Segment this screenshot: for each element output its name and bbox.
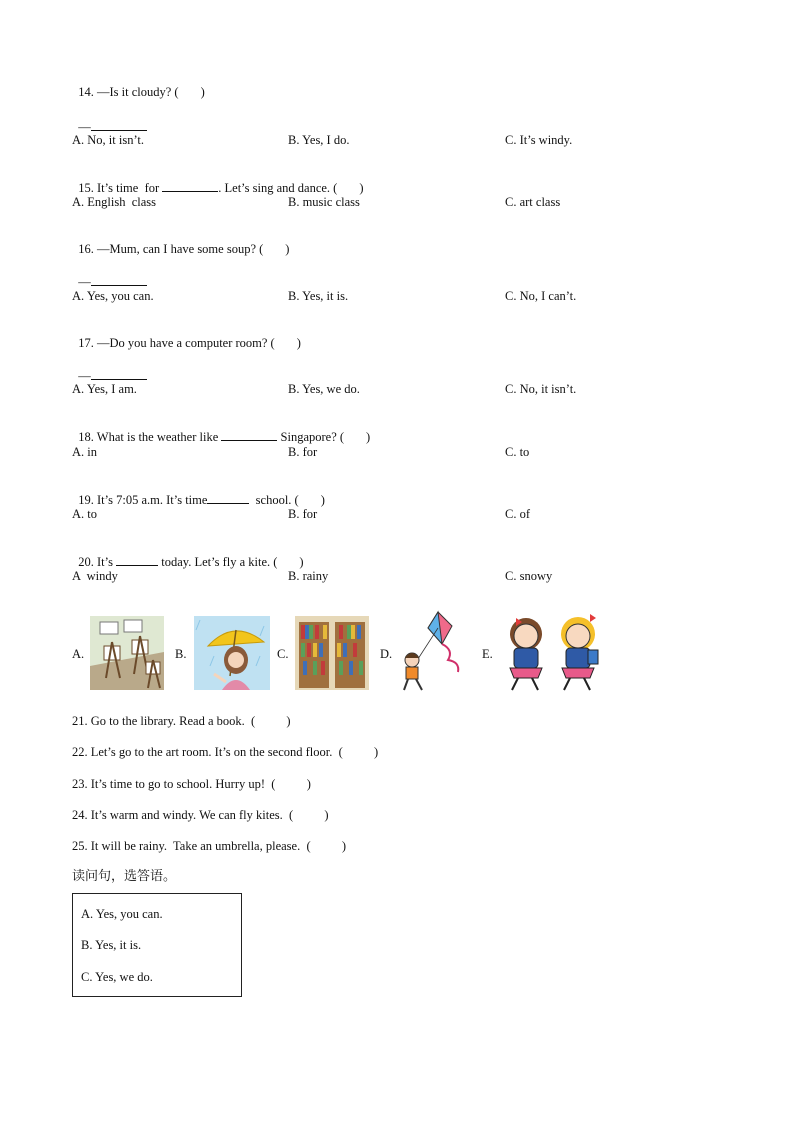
option-15-a: A. English class bbox=[72, 195, 157, 209]
option-19-c: C. of bbox=[505, 507, 530, 521]
option-20-c: C. snowy bbox=[505, 569, 553, 583]
section-title: 读问句，选答语。 bbox=[72, 869, 177, 884]
question-16: 16. —Mum, can I have some soup? ( ) bbox=[78, 242, 290, 256]
option-14-c: C. It’s windy. bbox=[505, 133, 573, 147]
picture-label-a: A. bbox=[72, 647, 85, 661]
answer-choice-c: C. Yes, we do. bbox=[81, 970, 153, 984]
picture-label-d: D. bbox=[380, 647, 393, 661]
answer-choice-a: A. Yes, you can. bbox=[81, 907, 163, 921]
fill-blank[interactable] bbox=[221, 428, 277, 441]
option-15-c: C. art class bbox=[505, 195, 561, 209]
picture-label-c: C. bbox=[277, 647, 289, 661]
option-14-a: A. No, it isn’t. bbox=[72, 133, 144, 147]
option-16-c: C. No, I can’t. bbox=[505, 289, 577, 303]
option-16-b: B. Yes, it is. bbox=[288, 289, 349, 303]
question-15: 15. It’s time for . Let’s sing and dance. ( ) bbox=[78, 181, 364, 195]
match-item-22: 22. Let’s go to the art room. It’s on the second floor. ( ) bbox=[72, 745, 379, 759]
fill-blank[interactable] bbox=[207, 491, 249, 504]
girl-yellow-umbrella-rain-picture bbox=[194, 616, 270, 690]
fill-blank[interactable] bbox=[116, 553, 158, 566]
option-20-b: B. rainy bbox=[288, 569, 329, 583]
option-18-c: C. to bbox=[505, 445, 530, 459]
option-18-b: B. for bbox=[288, 445, 318, 459]
answer-line-17[interactable]: — bbox=[72, 351, 147, 384]
option-17-a: A. Yes, I am. bbox=[72, 382, 137, 396]
option-14-b: B. Yes, I do. bbox=[288, 133, 350, 147]
option-20-a: A windy bbox=[72, 569, 118, 583]
option-17-c: C. No, it isn’t. bbox=[505, 382, 577, 396]
question-14: 14. —Is it cloudy? ( ) bbox=[78, 85, 205, 99]
fill-blank[interactable] bbox=[162, 179, 218, 192]
match-item-23: 23. It’s time to go to school. Hurry up! ( ) bbox=[72, 777, 311, 791]
question-18: 18. What is the weather like Singapore? ( ) bbox=[78, 430, 371, 444]
picture-label-b: B. bbox=[175, 647, 187, 661]
question-17: 17. —Do you have a computer room? ( ) bbox=[78, 336, 301, 350]
option-16-a: A. Yes, you can. bbox=[72, 289, 154, 303]
answer-blank[interactable] bbox=[91, 367, 147, 380]
answer-line-16[interactable]: — bbox=[72, 257, 147, 290]
option-17-b: B. Yes, we do. bbox=[288, 382, 360, 396]
picture-label-e: E. bbox=[482, 647, 493, 661]
question-19: 19. It’s 7:05 a.m. It’s time school. ( ) bbox=[78, 493, 325, 507]
boy-flying-kite-picture bbox=[398, 610, 468, 692]
answer-choice-b: B. Yes, it is. bbox=[81, 938, 142, 952]
library-bookshelves-picture bbox=[295, 616, 369, 690]
art-room-easels-picture bbox=[90, 616, 164, 690]
option-15-b: B. music class bbox=[288, 195, 360, 209]
match-item-24: 24. It’s warm and windy. We can fly kites. ( ) bbox=[72, 808, 329, 822]
answer-blank[interactable] bbox=[91, 118, 147, 131]
answer-blank[interactable] bbox=[91, 273, 147, 286]
option-18-a: A. in bbox=[72, 445, 97, 459]
question-20: 20. It’s today. Let’s fly a kite. ( ) bbox=[78, 555, 304, 569]
girls-going-to-school-picture bbox=[498, 612, 610, 692]
match-item-21: 21. Go to the library. Read a book. ( ) bbox=[72, 714, 291, 728]
match-item-25: 25. It will be rainy. Take an umbrella, please. ( ) bbox=[72, 839, 347, 853]
option-19-a: A. to bbox=[72, 507, 97, 521]
answer-line-14[interactable]: — bbox=[72, 102, 147, 135]
option-19-b: B. for bbox=[288, 507, 318, 521]
answer-choices-box bbox=[72, 893, 242, 997]
